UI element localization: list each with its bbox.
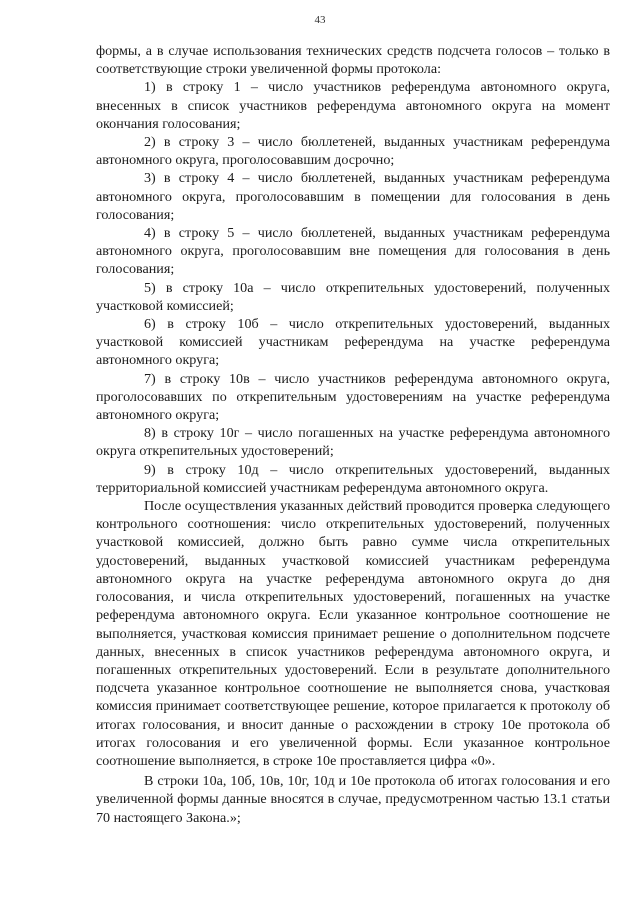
list-item-2: 2) в строку 3 – число бюллетеней, выданных участникам референдума автономного округа, проголосовавшим досрочно; <box>96 134 610 169</box>
list-item-6: 6) в строку 10б – число открепительных удостоверений, выданных участковой комиссией участникам референдума на участке референдума автономного округа; <box>96 316 610 369</box>
control-ratio-paragraph: После осуществления указанных действий проводится проверка следующего контрольного соотношения: число открепительных удостоверений, полученных участковой комиссией, должно быть равно сумме числа открепительных удостоверений, выданных участковой комиссией участникам референдума автономного округа на участке референдума автономного округа до дня голосования, и числа открепительных удостоверений, погашенных на участке референдума автономного округа. Если указанное контрольное соотношение не выполняется, участковая комиссия принимает решение о дополнительном подсчете данных, внесенных в список участников референдума автономного округа, и погашенных открепительных удостоверений. Если в результате дополнительного подсчета указанное контрольное соотношение не выполняется снова, участковая комиссия принимает соответствующее решение, которое прилагается к протоколу об итогах голосования, и вносит данные о расхождении в строку 10е протокола об итогах голосования и его увеличенной формы. Если указанное контрольное соотношение выполняется, в строке 10е проставляется цифра «0». <box>96 498 610 769</box>
list-item-3: 3) в строку 4 – число бюллетеней, выданных участникам референдума автономного округа, проголосовавшим в помещении для голосования в день голосования; <box>96 170 610 223</box>
list-item-7: 7) в строку 10в – число участников референдума автономного округа, проголосовавших по открепительным удостоверениям на участке референдума автономного округа; <box>96 370 610 424</box>
closing-paragraph: В строки 10а, 10б, 10в, 10г, 10д и 10е протокола об итогах голосования и его увеличенной формы данные вносятся в случае, предусмотренном частью 13.1 статьи 70 настоящего Закона.»; <box>96 773 610 826</box>
list-item-9: 9) в строку 10д – число открепительных удостоверений, выданных территориальной комиссией участникам референдума автономного округа. <box>96 461 610 496</box>
document-body <box>96 42 610 827</box>
page-number: 43 <box>314 14 326 26</box>
list-item-1: 1) в строку 1 – число участников референдума автономного округа, внесенных в список участников референдума автономного округа на момент окончания голосования; <box>96 79 610 132</box>
paragraph-continuation: формы, а в случае использования технических средств подсчета голосов – только в соответствующие строки увеличенной формы протокола: <box>96 43 610 78</box>
list-item-8: 8) в строку 10г – число погашенных на участке референдума автономного округа открепительных удостоверений; <box>96 425 610 460</box>
list-item-5: 5) в строку 10а – число открепительных удостоверений, полученных участковой комиссией; <box>96 279 610 314</box>
list-item-4: 4) в строку 5 – число бюллетеней, выданных участникам референдума автономного округа, проголосовавшим вне помещения для голосования в день голосования; <box>96 225 610 278</box>
